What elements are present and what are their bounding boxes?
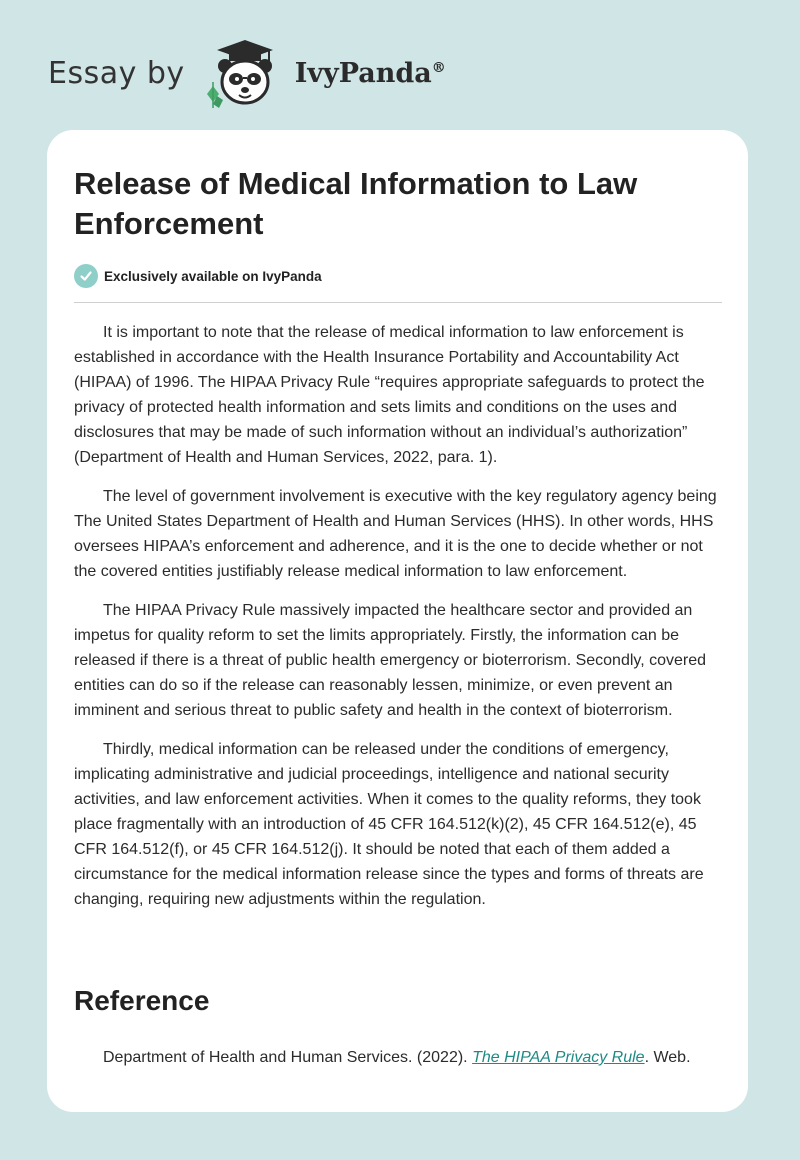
essay-title: Release of Medical Information to Law Enforcement	[74, 166, 638, 241]
brand-name[interactable]	[295, 58, 446, 89]
ivypanda-logo-icon[interactable]	[199, 38, 291, 108]
brand-text: IvyPanda	[294, 57, 432, 89]
essay-body	[74, 320, 724, 926]
paragraph: The level of government involvement is executive with the key regulatory agency being The United States Department of Health and Human Services (HHS). In other words, HHS oversees HIPAA’s enforcement and adherence, and it is the one to decide whether or not the covered entities justifiably release medical information to law enforcement.	[74, 488, 717, 580]
exclusive-label: Exclusively available on IvyPanda	[104, 268, 322, 284]
reference-suffix: . Web.	[644, 1049, 691, 1066]
registered-mark: ®	[431, 59, 446, 76]
reference-prefix: Department of Health and Human Services. (2022).	[103, 1049, 473, 1066]
exclusive-badge	[74, 264, 322, 288]
divider	[74, 302, 722, 303]
reference-link[interactable]: The HIPAA Privacy Rule	[472, 1049, 645, 1066]
paragraph: Thirdly, medical information can be released under the conditions of emergency, implicating administrative and judicial proceedings, intelligence and national security activities, and law enforcement activities. When it comes to the quality reforms, they took place fragmentally with an introduction of 45 CFR 164.512(k)(2), 45 CFR 164.512(e), 45 CFR 164.512(f), or 45 CFR 164.512(j). It should be noted that each of them added a circumstance for the medical information release since the types and forms of threats are changing, requiring new adjustments within the regulation.	[74, 741, 704, 908]
site-header	[48, 38, 446, 108]
essay-card	[47, 130, 748, 1112]
reference-heading: Reference	[74, 985, 210, 1016]
reference-entry	[103, 1045, 691, 1070]
check-icon	[74, 264, 98, 288]
paragraph: It is important to note that the release of medical information to law enforcement is established in accordance with the Health Insurance Portability and Accountability Act (HIPAA) of 1996. The HIPAA Privacy Rule “requires appropriate safeguards to protect the privacy of protected health information and sets limits and conditions on the uses and disclosures that may be made of such information without an individual’s authorization” (Department of Health and Human Services, 2022, para. 1).	[74, 324, 705, 466]
essay-by-text: Essay by	[48, 55, 185, 91]
paragraph: The HIPAA Privacy Rule massively impacted the healthcare sector and provided an impetus for quality reform to set the limits appropriately. Firstly, the information can be released if there is a threat of public health emergency or bioterrorism. Secondly, covered entities can do so if the release can reasonably lessen, minimize, or even prevent an imminent and serious threat to public safety and health in the context of bioterrorism.	[74, 602, 707, 719]
